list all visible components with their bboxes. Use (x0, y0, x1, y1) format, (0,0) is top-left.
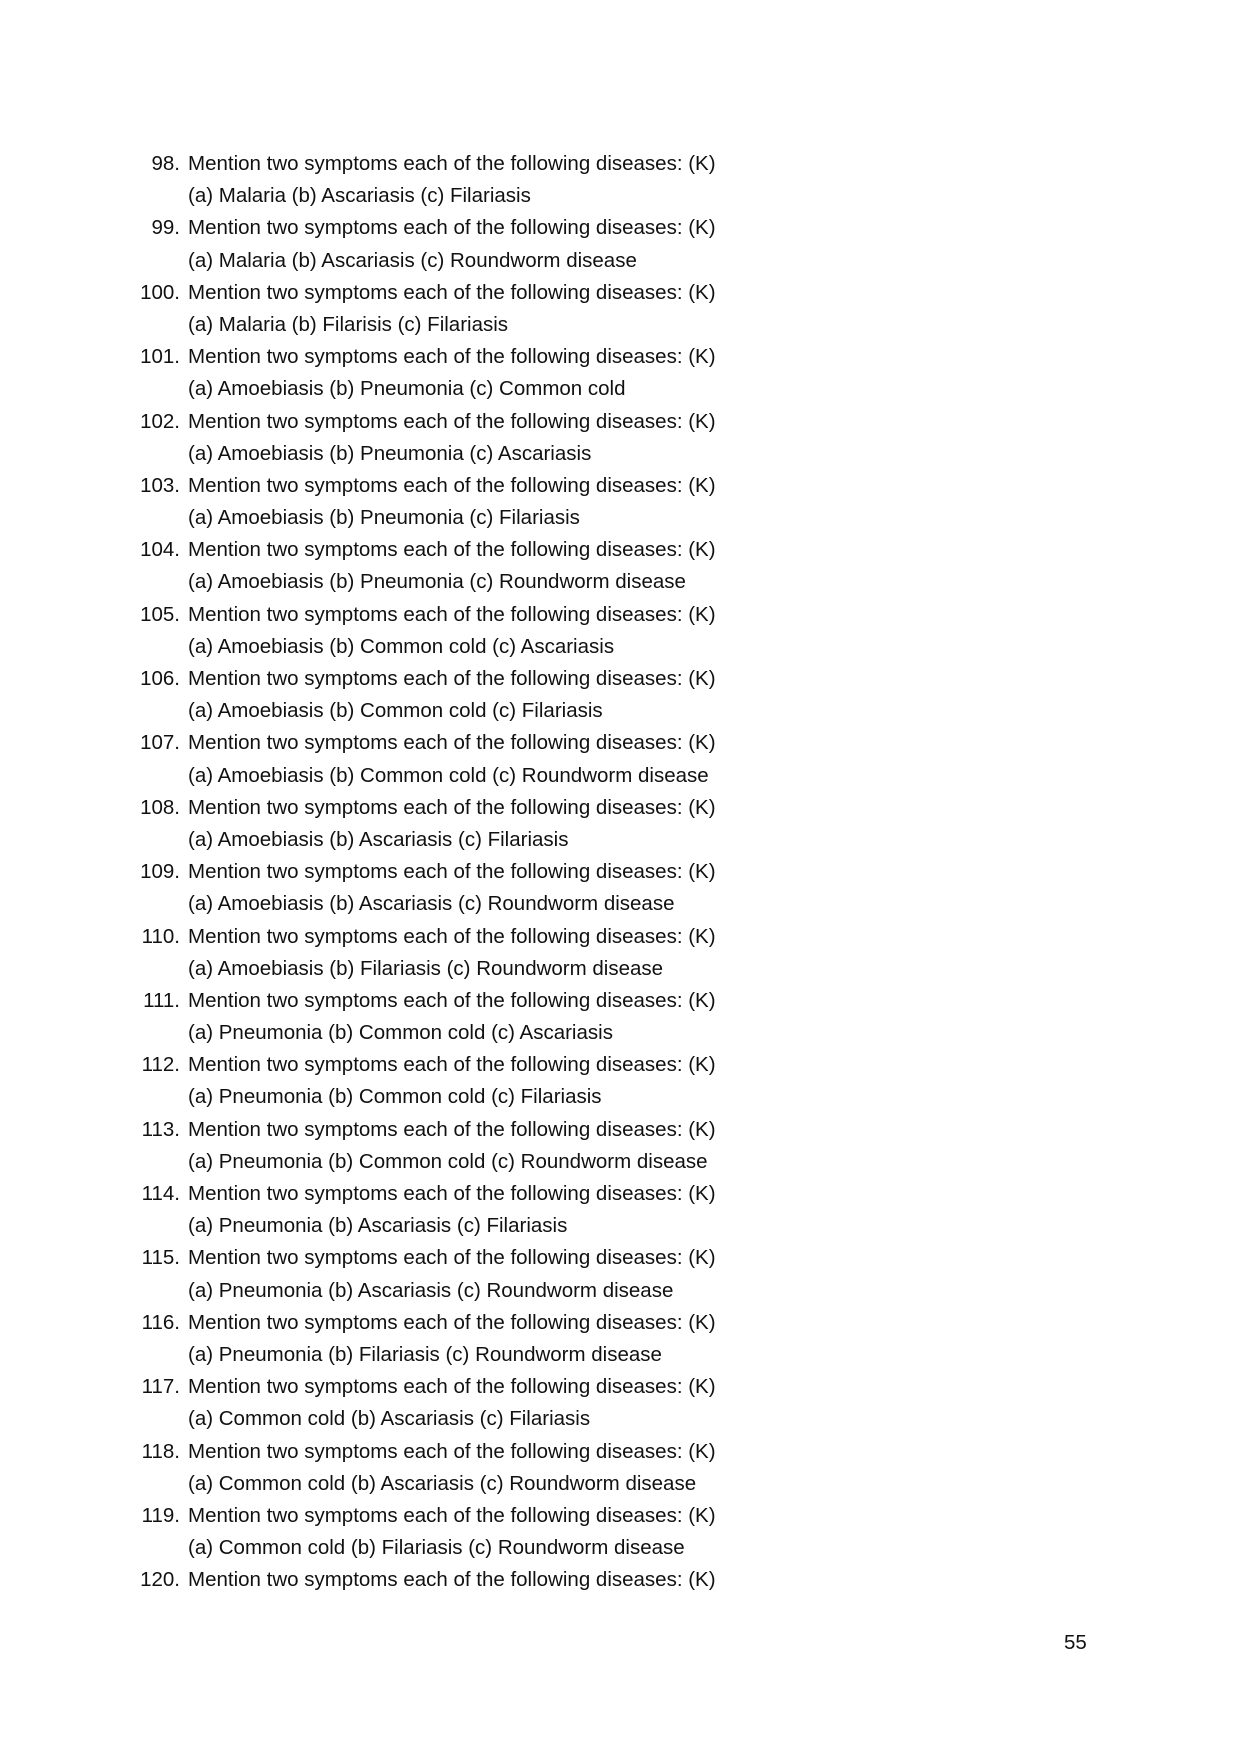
question-number: 99. (151, 216, 180, 240)
question-options: (a) Pneumonia (b) Filariasis (c) Roundworm disease (188, 1342, 662, 1366)
question-number: 113. (141, 1117, 180, 1141)
question-text: Mention two symptoms each of the following diseases: (K) (188, 152, 716, 175)
question-options: (a) Pneumonia (b) Common cold (c) Roundworm disease (188, 1149, 708, 1173)
question-line (140, 792, 900, 824)
question-line (140, 1307, 900, 1339)
question-options: (a) Amoebiasis (b) Common cold (c) Ascariasis (188, 634, 615, 658)
question-line (140, 470, 900, 502)
question-text: Mention two symptoms each of the following diseases: (K) (188, 1246, 716, 1270)
question-line (140, 921, 900, 953)
question-options: (a) Malaria (b) Ascariasis (c) Roundworm disease (188, 248, 637, 272)
question-number: 103. (140, 473, 180, 497)
question-options: (a) Amoebiasis (b) Common cold (c) Filariasis (188, 699, 603, 723)
question-number: 119. (141, 1503, 180, 1527)
question-number: 109. (140, 860, 180, 884)
question-item (140, 470, 900, 534)
question-item (140, 1049, 900, 1113)
question-item (140, 1178, 900, 1242)
question-item (140, 663, 900, 727)
question-text: Mention two symptoms each of the following diseases: (K) (188, 1375, 716, 1399)
question-options: (a) Common cold (b) Ascariasis (c) Filariasis (188, 1407, 591, 1431)
question-item (140, 212, 900, 276)
question-number: 102. (140, 409, 180, 433)
question-text: Mention two symptoms each of the following diseases: (K) (188, 280, 716, 304)
question-line (140, 277, 900, 309)
question-item (140, 985, 900, 1049)
question-item (140, 277, 900, 341)
question-item (140, 921, 900, 985)
question-line (140, 1049, 900, 1081)
question-options: (a) Pneumonia (b) Common cold (c) Filariasis (188, 1085, 602, 1109)
question-number: 120. (140, 1568, 180, 1592)
question-number: 105. (140, 602, 180, 626)
question-text: Mention two symptoms each of the following diseases: (K) (188, 795, 716, 819)
question-text: Mention two symptoms each of the following diseases: (K) (188, 602, 716, 626)
question-item (140, 1307, 900, 1371)
question-line (140, 1178, 900, 1210)
question-text: Mention two symptoms each of the following diseases: (K) (188, 216, 716, 240)
question-line (140, 1114, 900, 1146)
question-number: 107. (140, 731, 180, 755)
question-line (140, 1371, 900, 1403)
question-text: Mention two symptoms each of the following diseases: (K) (188, 1568, 716, 1592)
question-line (140, 1500, 900, 1532)
question-text: Mention two symptoms each of the following diseases: (K) (188, 1503, 716, 1527)
question-options: (a) Malaria (b) Filarisis (c) Filariasis (188, 312, 509, 336)
question-options: (a) Amoebiasis (b) Pneumonia (c) Roundworm disease (188, 570, 686, 594)
question-item (140, 1564, 900, 1596)
question-line (140, 1564, 900, 1596)
question-item (140, 406, 900, 470)
question-item (140, 1500, 900, 1564)
question-text: Mention two symptoms each of the following diseases: (K) (188, 988, 716, 1012)
question-number: 116. (141, 1310, 180, 1334)
question-line (140, 534, 900, 566)
question-line (140, 985, 900, 1017)
question-number: 100. (140, 280, 180, 304)
question-text: Mention two symptoms each of the following diseases: (K) (188, 538, 716, 562)
question-item (140, 599, 900, 663)
question-options: (a) Common cold (b) Ascariasis (c) Roundworm disease (188, 1471, 697, 1495)
question-number: 118. (141, 1439, 180, 1463)
question-text: Mention two symptoms each of the following diseases: (K) (188, 1117, 716, 1141)
question-number: 104. (140, 538, 180, 562)
question-text: Mention two symptoms each of the following diseases: (K) (188, 1439, 716, 1463)
question-line (140, 1242, 900, 1274)
question-options: (a) Amoebiasis (b) Common cold (c) Roundworm disease (188, 763, 709, 787)
question-number: 110. (141, 924, 180, 948)
question-number: 115. (141, 1246, 180, 1270)
question-text: Mention two symptoms each of the following diseases: (K) (188, 731, 716, 755)
question-options: (a) Common cold (b) Filariasis (c) Roundworm disease (188, 1536, 685, 1560)
question-text: Mention two symptoms each of the following diseases: (K) (188, 1182, 716, 1205)
question-text: Mention two symptoms each of the following diseases: (K) (188, 409, 716, 433)
question-options: (a) Pneumonia (b) Common cold (c) Ascariasis (188, 1021, 613, 1045)
question-line (140, 406, 900, 438)
question-item (140, 1242, 900, 1306)
question-options: (a) Amoebiasis (b) Pneumonia (c) Filariasis (188, 506, 580, 530)
question-list (140, 148, 900, 1596)
question-options: (a) Amoebiasis (b) Ascariasis (c) Filariasis (188, 827, 569, 851)
question-options: (a) Pneumonia (b) Ascariasis (c) Roundworm disease (188, 1278, 674, 1302)
question-line (140, 212, 900, 244)
question-options: (a) Amoebiasis (b) Filariasis (c) Roundworm disease (188, 956, 664, 980)
question-item (140, 1114, 900, 1178)
question-options: (a) Pneumonia (b) Ascariasis (c) Filariasis (188, 1214, 568, 1238)
question-options: (a) Malaria (b) Ascariasis (c) Filariasis (188, 184, 531, 208)
question-item (140, 856, 900, 920)
question-number: 111. (143, 988, 180, 1012)
question-number: 98. (151, 152, 180, 175)
question-number: 101. (140, 345, 180, 369)
question-number: 117. (141, 1375, 180, 1399)
question-options: (a) Amoebiasis (b) Pneumonia (c) Ascariasis (188, 441, 592, 465)
question-text: Mention two symptoms each of the following diseases: (K) (188, 860, 716, 884)
question-text: Mention two symptoms each of the following diseases: (K) (188, 1310, 716, 1334)
question-line (140, 663, 900, 695)
question-item (140, 792, 900, 856)
question-text: Mention two symptoms each of the following diseases: (K) (188, 924, 716, 948)
question-line (140, 148, 900, 180)
question-text: Mention two symptoms each of the following diseases: (K) (188, 473, 716, 497)
question-options: (a) Amoebiasis (b) Pneumonia (c) Common cold (188, 377, 626, 401)
question-number: 108. (140, 795, 180, 819)
question-item (140, 148, 900, 212)
question-item (140, 341, 900, 405)
question-text: Mention two symptoms each of the following diseases: (K) (188, 345, 716, 369)
question-number: 112. (141, 1053, 180, 1077)
question-line (140, 599, 900, 631)
page-number: 55 (1064, 1631, 1087, 1654)
question-item (140, 1436, 900, 1500)
question-line (140, 1436, 900, 1468)
question-item (140, 534, 900, 598)
question-number: 106. (140, 667, 180, 690)
question-line (140, 727, 900, 759)
question-text: Mention two symptoms each of the following diseases: (K) (188, 667, 716, 690)
question-number: 114. (141, 1182, 180, 1205)
question-item (140, 1371, 900, 1435)
question-item (140, 727, 900, 791)
question-line (140, 856, 900, 888)
question-text: Mention two symptoms each of the following diseases: (K) (188, 1053, 716, 1077)
question-options: (a) Amoebiasis (b) Ascariasis (c) Roundworm disease (188, 892, 675, 916)
question-line (140, 341, 900, 373)
